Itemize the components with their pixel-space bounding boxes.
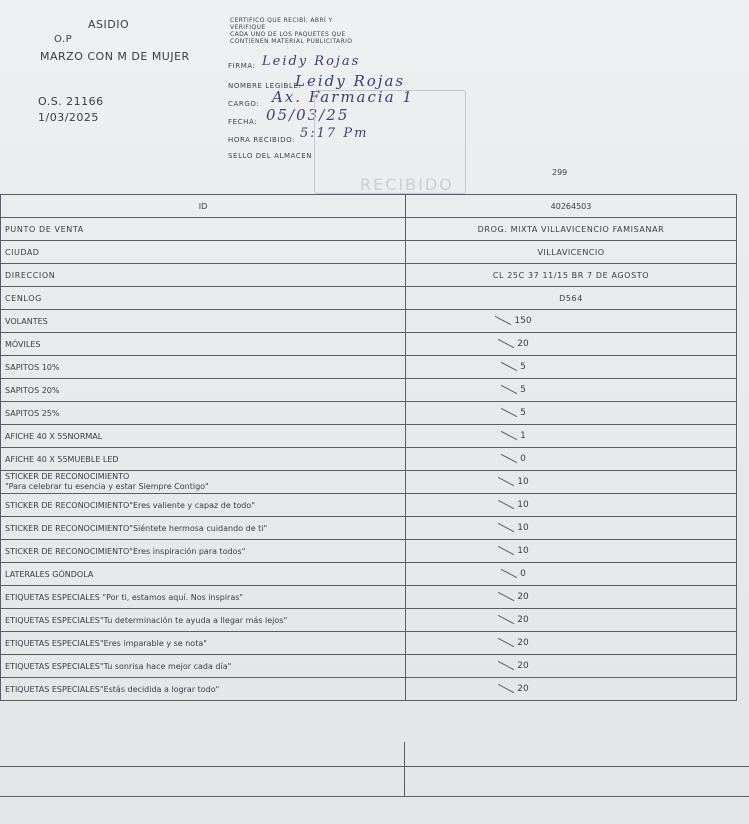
quantity-value: 5	[520, 408, 526, 418]
item-value	[406, 563, 737, 586]
table-row	[1, 218, 737, 241]
item-label: SAPITOS 10%	[1, 356, 406, 379]
item-label: SAPITOS 25%	[1, 402, 406, 425]
item-label-line: "Para celebrar tu esencia y estar Siempre Contigo"	[5, 482, 209, 491]
nombre-label: NOMBRE LEGIBLE:	[228, 82, 302, 90]
item-label: LATERALES GÓNDOLA	[1, 563, 406, 586]
quantity-value: 20	[517, 615, 529, 625]
check-mark-icon	[498, 684, 514, 693]
item-value	[406, 448, 737, 471]
quantity-value: 10	[517, 546, 529, 556]
check-mark-icon	[501, 454, 517, 463]
os-number: O.S. 21166	[38, 95, 104, 108]
quantity-value: 10	[517, 500, 529, 510]
quantity-value: 1	[520, 431, 526, 441]
sello-label: SELLO DEL ALMACEN	[228, 152, 313, 160]
check-mark-icon	[501, 431, 517, 440]
blank-row-line	[0, 796, 749, 797]
item-label: SAPITOS 20%	[1, 379, 406, 402]
certificate-line-2: VERIFIQUE	[230, 24, 266, 31]
quantity-value: 0	[520, 454, 526, 464]
item-value: VILLAVICENCIO	[406, 241, 737, 264]
blank-column-line	[404, 742, 405, 796]
item-label: ETIQUETAS ESPECIALES"Estás decidida a lograr todo"	[1, 678, 406, 701]
fecha-value: 05/03/25	[266, 106, 350, 124]
item-value: DROG. MIXTA VILLAVICENCIO FAMISANAR	[406, 218, 737, 241]
item-value	[406, 425, 737, 448]
check-mark-icon	[498, 339, 514, 348]
table-row	[1, 471, 737, 494]
item-value	[406, 609, 737, 632]
item-label: CENLOG	[1, 287, 406, 310]
quantity-value: 20	[517, 592, 529, 602]
table-row	[1, 678, 737, 701]
item-label: AFICHE 40 X 55NORMAL	[1, 425, 406, 448]
item-label: CIUDAD	[1, 241, 406, 264]
check-mark-icon	[501, 385, 517, 394]
item-value	[406, 333, 737, 356]
table-row	[1, 333, 737, 356]
item-value	[406, 310, 737, 333]
check-mark-icon	[498, 500, 514, 509]
table-row	[1, 655, 737, 678]
check-mark-icon	[498, 523, 514, 532]
item-label: ETIQUETAS ESPECIALES"Eres imparable y se nota"	[1, 632, 406, 655]
item-label	[1, 471, 406, 494]
department: O.P	[54, 34, 73, 45]
table-row	[1, 448, 737, 471]
item-value	[406, 356, 737, 379]
table-row	[1, 402, 737, 425]
cargo-value: Ax. Farmacia 1	[272, 88, 414, 106]
item-label: ETIQUETAS ESPECIALES"Tu determinación te ayuda a llegar más lejos"	[1, 609, 406, 632]
quantity-value: 0	[520, 569, 526, 579]
item-value	[406, 402, 737, 425]
stamp-watermark: RECIBIDO	[360, 175, 454, 194]
item-value	[406, 379, 737, 402]
quantity-value: 150	[514, 316, 532, 326]
check-mark-icon	[498, 615, 514, 624]
table-row	[1, 425, 737, 448]
table-row	[1, 540, 737, 563]
table-row	[1, 586, 737, 609]
item-value	[406, 517, 737, 540]
certificate-line-3: CADA UNO DE LOS PAQUETES QUE	[230, 31, 346, 38]
campaign-title: MARZO CON M DE MUJER	[40, 50, 190, 63]
table-row	[1, 609, 737, 632]
check-mark-icon	[501, 408, 517, 417]
item-value	[406, 494, 737, 517]
quantity-value: 5	[520, 362, 526, 372]
quantity-value: 20	[517, 638, 529, 648]
item-value: 40264503	[406, 195, 737, 218]
page-number: 299	[552, 168, 568, 177]
materials-table	[0, 194, 737, 701]
item-label: ETIQUETAS ESPECIALES "Por ti, estamos aquí. Nos inspiras"	[1, 586, 406, 609]
certificate-line-1: CERTIFICO QUE RECIBÍ, ABRÍ Y	[230, 17, 333, 24]
item-value	[406, 655, 737, 678]
table-row	[1, 517, 737, 540]
document-date: 1/03/2025	[38, 111, 99, 124]
firma-label: FIRMA:	[228, 62, 256, 70]
item-label: AFICHE 40 X 55MUEBLE LED	[1, 448, 406, 471]
table-row	[1, 632, 737, 655]
company-name: ASIDIO	[88, 18, 130, 31]
item-label: PUNTO DE VENTA	[1, 218, 406, 241]
quantity-value: 20	[517, 339, 529, 349]
quantity-value: 10	[517, 523, 529, 533]
item-value	[406, 632, 737, 655]
item-label: ID	[1, 195, 406, 218]
item-label: DIRECCION	[1, 264, 406, 287]
quantity-value: 20	[517, 684, 529, 694]
item-value	[406, 540, 737, 563]
item-value: D564	[406, 287, 737, 310]
item-value	[406, 678, 737, 701]
quantity-value: 10	[517, 477, 529, 487]
item-label: STICKER DE RECONOCIMIENTO"Eres valiente y capaz de todo"	[1, 494, 406, 517]
item-label-line: STICKER DE RECONOCIMIENTO	[5, 472, 130, 481]
item-value: CL 25C 37 11/15 BR 7 DE AGOSTO	[406, 264, 737, 287]
quantity-value: 20	[517, 661, 529, 671]
check-mark-icon	[495, 316, 511, 325]
blank-row-line	[0, 766, 749, 767]
table-row	[1, 379, 737, 402]
item-label: ETIQUETAS ESPECIALES"Tu sonrisa hace mejor cada día"	[1, 655, 406, 678]
item-value	[406, 471, 737, 494]
item-value	[406, 586, 737, 609]
quantity-value: 5	[520, 385, 526, 395]
check-mark-icon	[501, 569, 517, 578]
hora-value: 5:17 Pm	[300, 126, 369, 141]
table-row	[1, 356, 737, 379]
cargo-label: CARGO:	[228, 100, 260, 108]
table-row	[1, 287, 737, 310]
item-label: STICKER DE RECONOCIMIENTO"Eres inspiración para todos"	[1, 540, 406, 563]
check-mark-icon	[498, 661, 514, 670]
table-row	[1, 264, 737, 287]
certificate-line-4: CONTIENEN MATERIAL PUBLICITARIO	[230, 38, 353, 45]
table-row	[1, 195, 737, 218]
table-row	[1, 563, 737, 586]
item-label: VOLANTES	[1, 310, 406, 333]
check-mark-icon	[498, 477, 514, 486]
check-mark-icon	[498, 592, 514, 601]
fecha-label: FECHA:	[228, 118, 258, 126]
table-row	[1, 310, 737, 333]
check-mark-icon	[501, 362, 517, 371]
nombre-value: Leidy Rojas	[295, 72, 406, 90]
hora-label: HORA RECIBIDO:	[228, 136, 296, 144]
check-mark-icon	[498, 638, 514, 647]
table-row	[1, 494, 737, 517]
table-row	[1, 241, 737, 264]
firma-signature: Leidy Rojas	[262, 54, 361, 69]
check-mark-icon	[498, 546, 514, 555]
item-label: STICKER DE RECONOCIMIENTO"Siéntete hermosa cuidando de ti"	[1, 517, 406, 540]
item-label: MÓVILES	[1, 333, 406, 356]
